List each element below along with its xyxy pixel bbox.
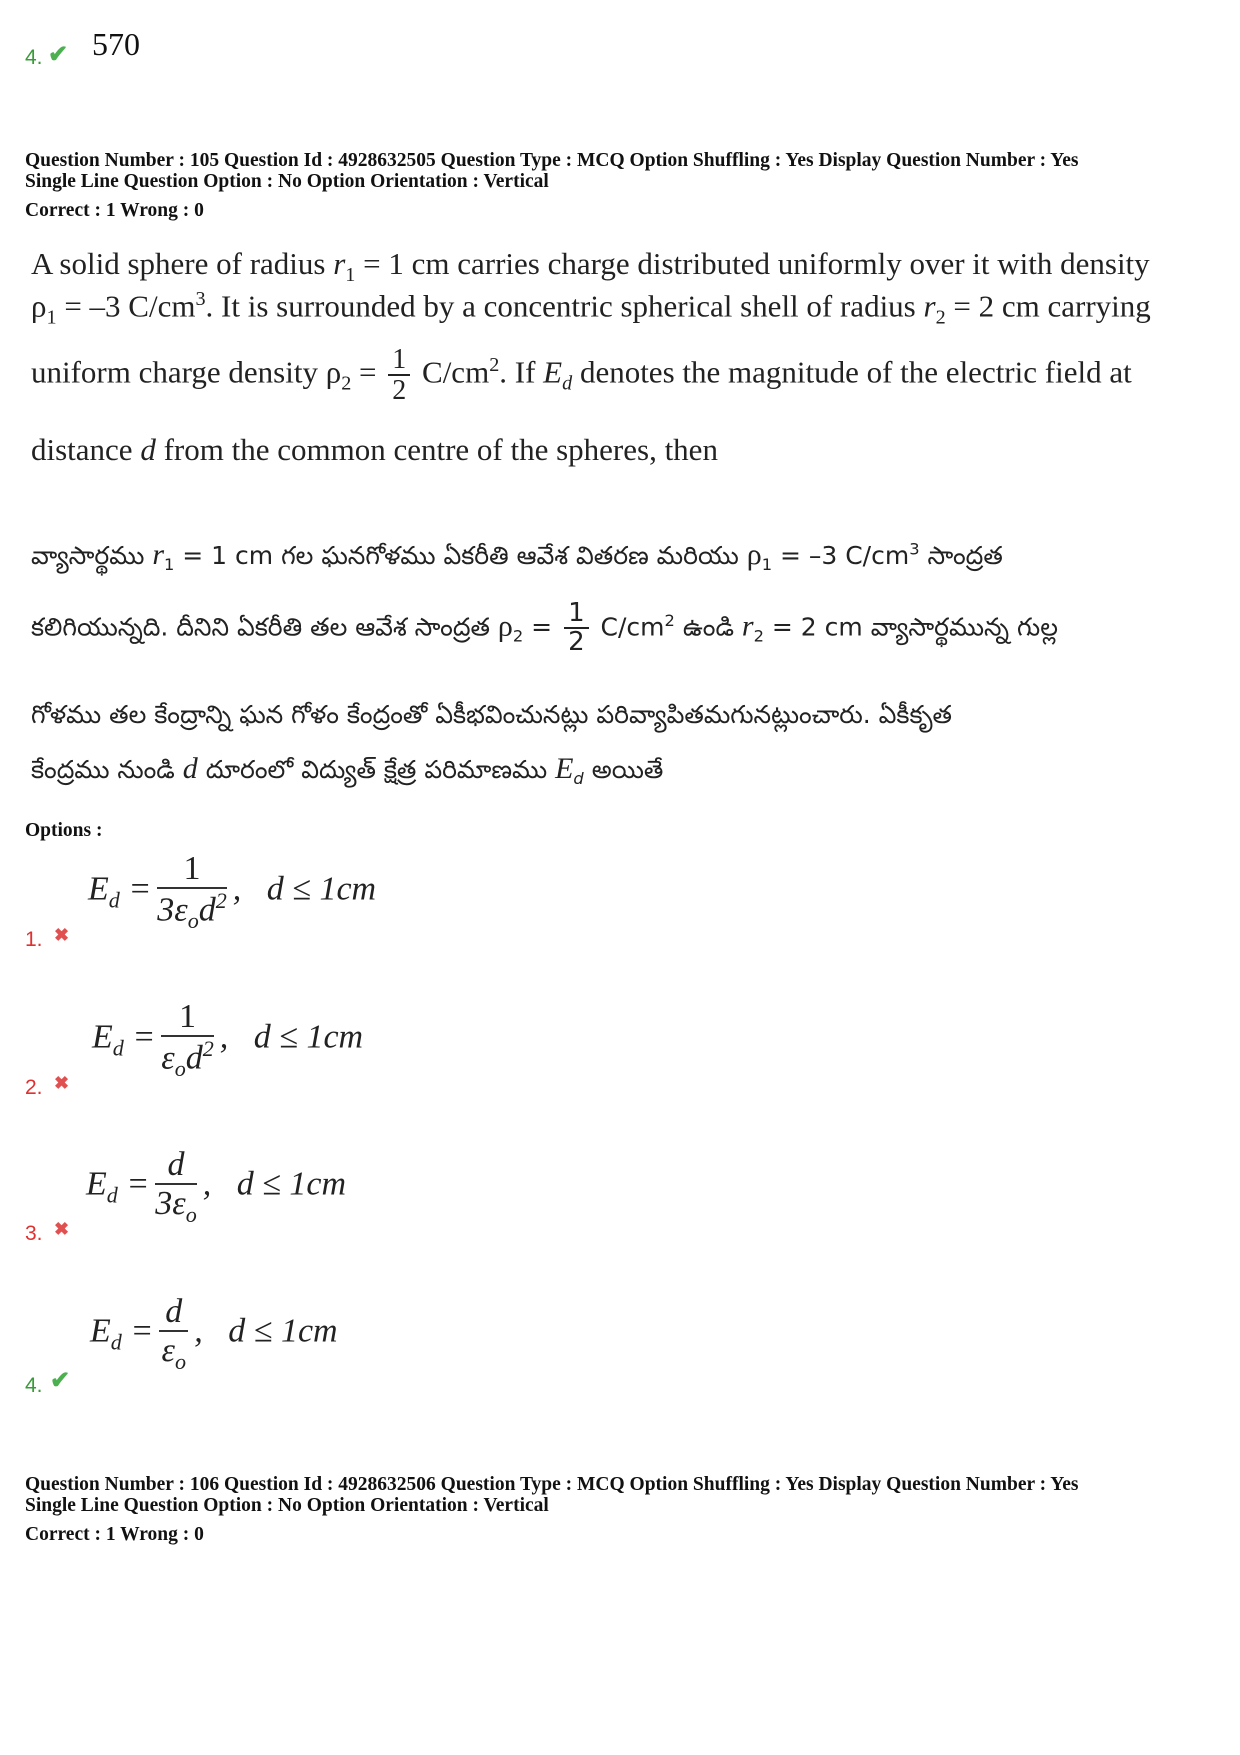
check-icon: ✔: [50, 1368, 71, 1394]
question-text-te-line-2: కలిగియున్నది. దీనిని ఏకరీతి తల ఆవేశ సాంద్రత $\rho_2$ = $\frac{1}{2}$ $C/cm^2$ ఉండి $r_2 = 2$ cm వ్యాసార్థమున్న గుల్ల: [31, 598, 1058, 658]
question-text-en-line-2: $\rho_1 = -3$ $C/cm^3$. It is surrounded by a concentric spherical shell of radius $r_2 = 2$ cm carrying: [31, 288, 1151, 329]
meta-line-1: Question Number : 105 Question Id : 4928632505 Question Type : MCQ Option Shuffling : Yes Display Question Number : Yes: [25, 150, 1079, 171]
question-text-te-line-4: కేంద్రము నుండి d దూరంలో విద్యుత్ క్షేత్ర పరిమాణము $E_d$ అయితే: [31, 752, 664, 788]
prev-option-number: 4.: [25, 46, 43, 69]
question-marks-105: Correct : 1 Wrong : 0: [25, 200, 204, 221]
options-label: Options :: [25, 820, 103, 841]
option-1-number[interactable]: 1.: [25, 928, 43, 951]
question-text-en-line-3: uniform charge density $\rho_2$ = $\frac{1}{2}$ $C/cm^2$. If $E_d$ denotes the magnitude of the electric field at: [31, 344, 1132, 407]
question-meta-106: [25, 1474, 1078, 1516]
question-text-te-line-1: వ్యాసార్థము $r_1 = 1$ cm గల ఘనగోళము ఏకరీతి ఆవేశ వితరణ మరియు $\rho_1 = -3$ $C/cm^3$ సాంద్రత: [31, 538, 1003, 574]
option-2-number[interactable]: 2.: [25, 1076, 43, 1099]
question-text-en-line-1: A solid sphere of radius $r_1 = 1$ cm carries charge distributed uniformly over it with density: [31, 246, 1150, 287]
option-1-formula: $E_d$ = 1 $3\varepsilon_od^2$ , d ≤ 1cm: [88, 850, 377, 934]
option-4-number[interactable]: 4.: [25, 1374, 43, 1397]
question-text-en-line-4: distance d from the common centre of the spheres, then: [31, 432, 718, 467]
cross-icon: ✖: [54, 925, 70, 945]
cross-icon: ✖: [54, 1219, 70, 1239]
option-3-formula: $E_d$ = $\frac{d}{3\varepsilon_o}$ , d ≤ 1cm: [86, 1146, 347, 1228]
meta-line-2: Single Line Question Option : No Option Orientation : Vertical: [25, 171, 549, 192]
meta-line-1: Question Number : 106 Question Id : 4928632506 Question Type : MCQ Option Shuffling : Yes Display Question Number : Yes: [25, 1474, 1079, 1495]
meta-line-2: Single Line Question Option : No Option Orientation : Vertical: [25, 1495, 549, 1516]
option-2-formula: $E_d$ = 1 $\varepsilon_od^2$ , d ≤ 1cm: [92, 998, 364, 1082]
prev-answer-value: 570: [92, 26, 140, 62]
option-3-number[interactable]: 3.: [25, 1222, 43, 1245]
cross-icon: ✖: [54, 1073, 70, 1093]
check-icon: ✔: [48, 42, 69, 68]
question-text-te-line-3: గోళము తల కేంద్రాన్ని ఘన గోళం కేంద్రంతో ఏకీభవించునట్లు పరివ్యాపితమగునట్లుంచారు. ఏకీకృత: [31, 700, 952, 729]
question-marks-106: Correct : 1 Wrong : 0: [25, 1524, 204, 1545]
question-meta-105: [25, 150, 1078, 192]
option-4-formula: $E_d$ = $\frac{d}{\varepsilon_o}$ , d ≤ 1cm: [90, 1293, 338, 1375]
